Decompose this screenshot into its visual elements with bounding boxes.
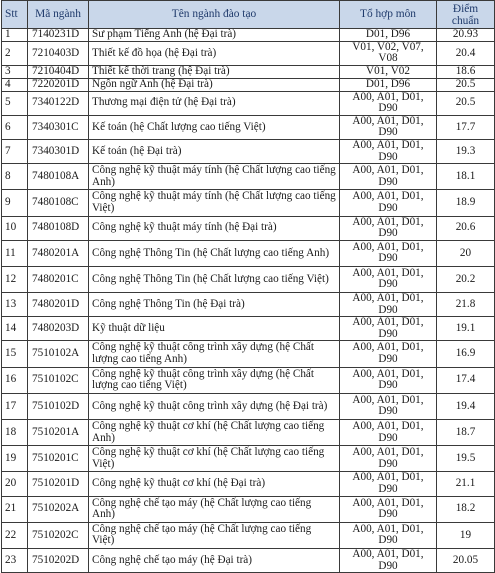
cell-diem-chuan: 18.7 <box>437 420 495 446</box>
cell-ten-nganh: Công nghệ chế tạo máy (hệ Chất lượng cao tiếng Việt) <box>89 522 340 548</box>
cell-ma-nganh: 7510202D <box>28 548 89 572</box>
cell-ten-nganh: Ngôn ngữ Anh (hệ Đại trà) <box>89 78 340 91</box>
cell-diem-chuan: 20.05 <box>437 548 495 572</box>
cell-diem-chuan: 19.1 <box>437 317 495 341</box>
cell-ten-nganh: Kế toán (hệ Chất lượng cao tiếng Việt) <box>89 115 340 139</box>
cell-to-hop-mon: A00, A01, D01, D90 <box>340 164 437 190</box>
cell-ma-nganh: 7480108A <box>28 164 89 190</box>
cell-ten-nganh: Công nghệ kỹ thuật cơ khí (hệ Chất lượng cao tiếng Việt) <box>89 446 340 472</box>
cell-stt: 4 <box>2 78 28 91</box>
cell-diem-chuan: 16.9 <box>437 341 495 367</box>
cell-ten-nganh: Công nghệ kỹ thuật máy tính (hệ Chất lượng cao tiếng Anh) <box>89 164 340 190</box>
cell-stt: 17 <box>2 393 28 419</box>
header-to-hop-mon: Tổ hợp môn <box>340 1 437 29</box>
table-row <box>2 446 495 472</box>
table-row <box>2 190 495 216</box>
table-row <box>2 78 495 91</box>
header-ten-nganh: Tên ngành đào tạo <box>89 1 340 29</box>
cell-ma-nganh: 7510201A <box>28 420 89 446</box>
cell-stt: 15 <box>2 341 28 367</box>
cell-stt: 12 <box>2 266 28 292</box>
cell-ma-nganh: 7140231D <box>28 29 89 42</box>
cell-ten-nganh: Công nghệ Thông Tin (hệ Chất lượng cao tiếng Việt) <box>89 266 340 292</box>
cell-to-hop-mon: A00, A01, D01, D90 <box>340 420 437 446</box>
cell-ma-nganh: 7510102A <box>28 341 89 367</box>
cell-to-hop-mon: A00, A01, D01, D90 <box>340 496 437 522</box>
cell-to-hop-mon: A00, A01, D01, D90 <box>340 472 437 496</box>
cell-stt: 19 <box>2 446 28 472</box>
cell-to-hop-mon: D01, D96 <box>340 29 437 42</box>
cell-stt: 7 <box>2 139 28 163</box>
cell-diem-chuan: 20.6 <box>437 216 495 240</box>
cell-to-hop-mon: A00, A01, D01, D90 <box>340 266 437 292</box>
table-row <box>2 240 495 266</box>
cell-ten-nganh: Công nghệ chế tạo máy (hệ Đại trà) <box>89 548 340 572</box>
table-row <box>2 317 495 341</box>
cell-ma-nganh: 7510102C <box>28 367 89 393</box>
cell-ma-nganh: 7210403D <box>28 41 89 65</box>
cell-to-hop-mon: A00, A01, D01, D90 <box>340 91 437 115</box>
cell-to-hop-mon: A00, A01, D01, D90 <box>340 548 437 572</box>
cell-to-hop-mon: A00, A01, D01, D90 <box>340 190 437 216</box>
admission-score-table-container <box>1 0 494 572</box>
cell-diem-chuan: 19.5 <box>437 446 495 472</box>
cell-stt: 1 <box>2 29 28 42</box>
cell-ma-nganh: 7510201C <box>28 446 89 472</box>
cell-diem-chuan: 20 <box>437 240 495 266</box>
cell-ten-nganh: Công nghệ kỹ thuật cơ khí (hệ Đại trà) <box>89 472 340 496</box>
table-row <box>2 472 495 496</box>
cell-diem-chuan: 17.4 <box>437 367 495 393</box>
cell-stt: 3 <box>2 65 28 78</box>
cell-stt: 16 <box>2 367 28 393</box>
cell-diem-chuan: 18.6 <box>437 65 495 78</box>
cell-ma-nganh: 7220201D <box>28 78 89 91</box>
table-row <box>2 496 495 522</box>
cell-ten-nganh: Công nghệ chế tạo máy (hệ Chất lượng cao tiếng Anh) <box>89 496 340 522</box>
cell-ten-nganh: Thiết kế thời trang (hệ Đại trà) <box>89 65 340 78</box>
table-row <box>2 393 495 419</box>
cell-ma-nganh: 7480201A <box>28 240 89 266</box>
cell-diem-chuan: 20.2 <box>437 266 495 292</box>
cell-to-hop-mon: D01, D96 <box>340 78 437 91</box>
cell-diem-chuan: 20.4 <box>437 41 495 65</box>
cell-diem-chuan: 18.2 <box>437 496 495 522</box>
cell-stt: 11 <box>2 240 28 266</box>
cell-ma-nganh: 7340301D <box>28 139 89 163</box>
cell-ten-nganh: Công nghệ kỹ thuật cơ khí (hệ Chất lượng cao tiếng Anh) <box>89 420 340 446</box>
cell-ten-nganh: Sư phạm Tiếng Anh (hệ Đại trà) <box>89 29 340 42</box>
cell-ma-nganh: 7510202C <box>28 522 89 548</box>
cell-ten-nganh: Công nghệ kỹ thuật công trình xây dựng (hệ Chất lượng cao tiếng Anh) <box>89 341 340 367</box>
cell-diem-chuan: 18.9 <box>437 190 495 216</box>
cell-ma-nganh: 7480201C <box>28 266 89 292</box>
cell-stt: 21 <box>2 496 28 522</box>
table-row <box>2 115 495 139</box>
cell-stt: 13 <box>2 293 28 317</box>
cell-stt: 2 <box>2 41 28 65</box>
cell-diem-chuan: 19 <box>437 522 495 548</box>
cell-stt: 5 <box>2 91 28 115</box>
cell-ten-nganh: Công nghệ Thông Tin (hệ Chất lượng cao tiếng Anh) <box>89 240 340 266</box>
header-ma-nganh: Mã ngành <box>28 1 89 29</box>
table-row <box>2 29 495 42</box>
table-row <box>2 420 495 446</box>
cell-stt: 20 <box>2 472 28 496</box>
cell-ten-nganh: Công nghệ kỹ thuật công trình xây dựng (hệ Đại trà) <box>89 393 340 419</box>
cell-stt: 14 <box>2 317 28 341</box>
table-row <box>2 164 495 190</box>
cell-to-hop-mon: A00, A01, D01, D90 <box>340 446 437 472</box>
cell-ten-nganh: Công nghệ Thông Tin (hệ Đại trà) <box>89 293 340 317</box>
cell-ten-nganh: Thiết kế đồ họa (hệ Đại trà) <box>89 41 340 65</box>
cell-ma-nganh: 7510202A <box>28 496 89 522</box>
table-row <box>2 91 495 115</box>
cell-ma-nganh: 7480108C <box>28 190 89 216</box>
cell-diem-chuan: 20.5 <box>437 91 495 115</box>
cell-diem-chuan: 20.5 <box>437 78 495 91</box>
cell-stt: 9 <box>2 190 28 216</box>
cell-ma-nganh: 7480201D <box>28 293 89 317</box>
cell-diem-chuan: 19.3 <box>437 139 495 163</box>
cell-ten-nganh: Kế toán (hệ Đại trà) <box>89 139 340 163</box>
cell-to-hop-mon: A00, A01, D01, D90 <box>340 139 437 163</box>
table-body <box>2 29 495 573</box>
table-row <box>2 367 495 393</box>
cell-ma-nganh: 7480108D <box>28 216 89 240</box>
cell-diem-chuan: 21.8 <box>437 293 495 317</box>
cell-stt: 22 <box>2 522 28 548</box>
table-header <box>2 1 495 29</box>
cell-diem-chuan: 20.93 <box>437 29 495 42</box>
header-diem-chuan: Điểm chuẩn <box>437 1 495 29</box>
table-row <box>2 65 495 78</box>
cell-to-hop-mon: A00, A01, D01, D90 <box>340 216 437 240</box>
cell-to-hop-mon: A00, A01, D01, D90 <box>340 367 437 393</box>
cell-ten-nganh: Thương mại điện tử (hệ Đại trà) <box>89 91 340 115</box>
table-row <box>2 216 495 240</box>
admission-score-table <box>1 0 495 573</box>
table-row <box>2 139 495 163</box>
cell-diem-chuan: 21.1 <box>437 472 495 496</box>
cell-to-hop-mon: A00, A01, D01, D90 <box>340 293 437 317</box>
cell-to-hop-mon: A00, A01, D01, D90 <box>340 522 437 548</box>
cell-ten-nganh: Công nghệ kỹ thuật máy tính (hệ Chất lượng cao tiếng Việt) <box>89 190 340 216</box>
cell-diem-chuan: 17.7 <box>437 115 495 139</box>
cell-ma-nganh: 7340122D <box>28 91 89 115</box>
cell-stt: 10 <box>2 216 28 240</box>
header-row <box>2 1 495 29</box>
cell-ten-nganh: Công nghệ kỹ thuật máy tính (hệ Đại trà) <box>89 216 340 240</box>
table-row <box>2 341 495 367</box>
cell-ma-nganh: 7480203D <box>28 317 89 341</box>
table-row <box>2 266 495 292</box>
cell-ma-nganh: 7340301C <box>28 115 89 139</box>
cell-ten-nganh: Công nghệ kỹ thuật công trình xây dựng (hệ Chất lượng cao tiếng Việt) <box>89 367 340 393</box>
cell-to-hop-mon: A00, A01, D01, D90 <box>340 341 437 367</box>
cell-to-hop-mon: V01, V02 <box>340 65 437 78</box>
cell-to-hop-mon: A00, A01, D01, D90 <box>340 317 437 341</box>
cell-diem-chuan: 19.4 <box>437 393 495 419</box>
table-row <box>2 41 495 65</box>
cell-to-hop-mon: A00, A01, D01, D90 <box>340 240 437 266</box>
cell-to-hop-mon: V01, V02, V07, V08 <box>340 41 437 65</box>
cell-stt: 6 <box>2 115 28 139</box>
cell-ma-nganh: 7510102D <box>28 393 89 419</box>
table-row <box>2 548 495 572</box>
table-row <box>2 522 495 548</box>
cell-to-hop-mon: A00, A01, D01, D90 <box>340 115 437 139</box>
cell-ten-nganh: Kỹ thuật dữ liệu <box>89 317 340 341</box>
cell-to-hop-mon: A00, A01, D01, D90 <box>340 393 437 419</box>
cell-diem-chuan: 18.1 <box>437 164 495 190</box>
header-stt: Stt <box>2 1 28 29</box>
cell-ma-nganh: 7510201D <box>28 472 89 496</box>
cell-ma-nganh: 7210404D <box>28 65 89 78</box>
table-row <box>2 293 495 317</box>
cell-stt: 8 <box>2 164 28 190</box>
cell-stt: 23 <box>2 548 28 572</box>
cell-stt: 18 <box>2 420 28 446</box>
